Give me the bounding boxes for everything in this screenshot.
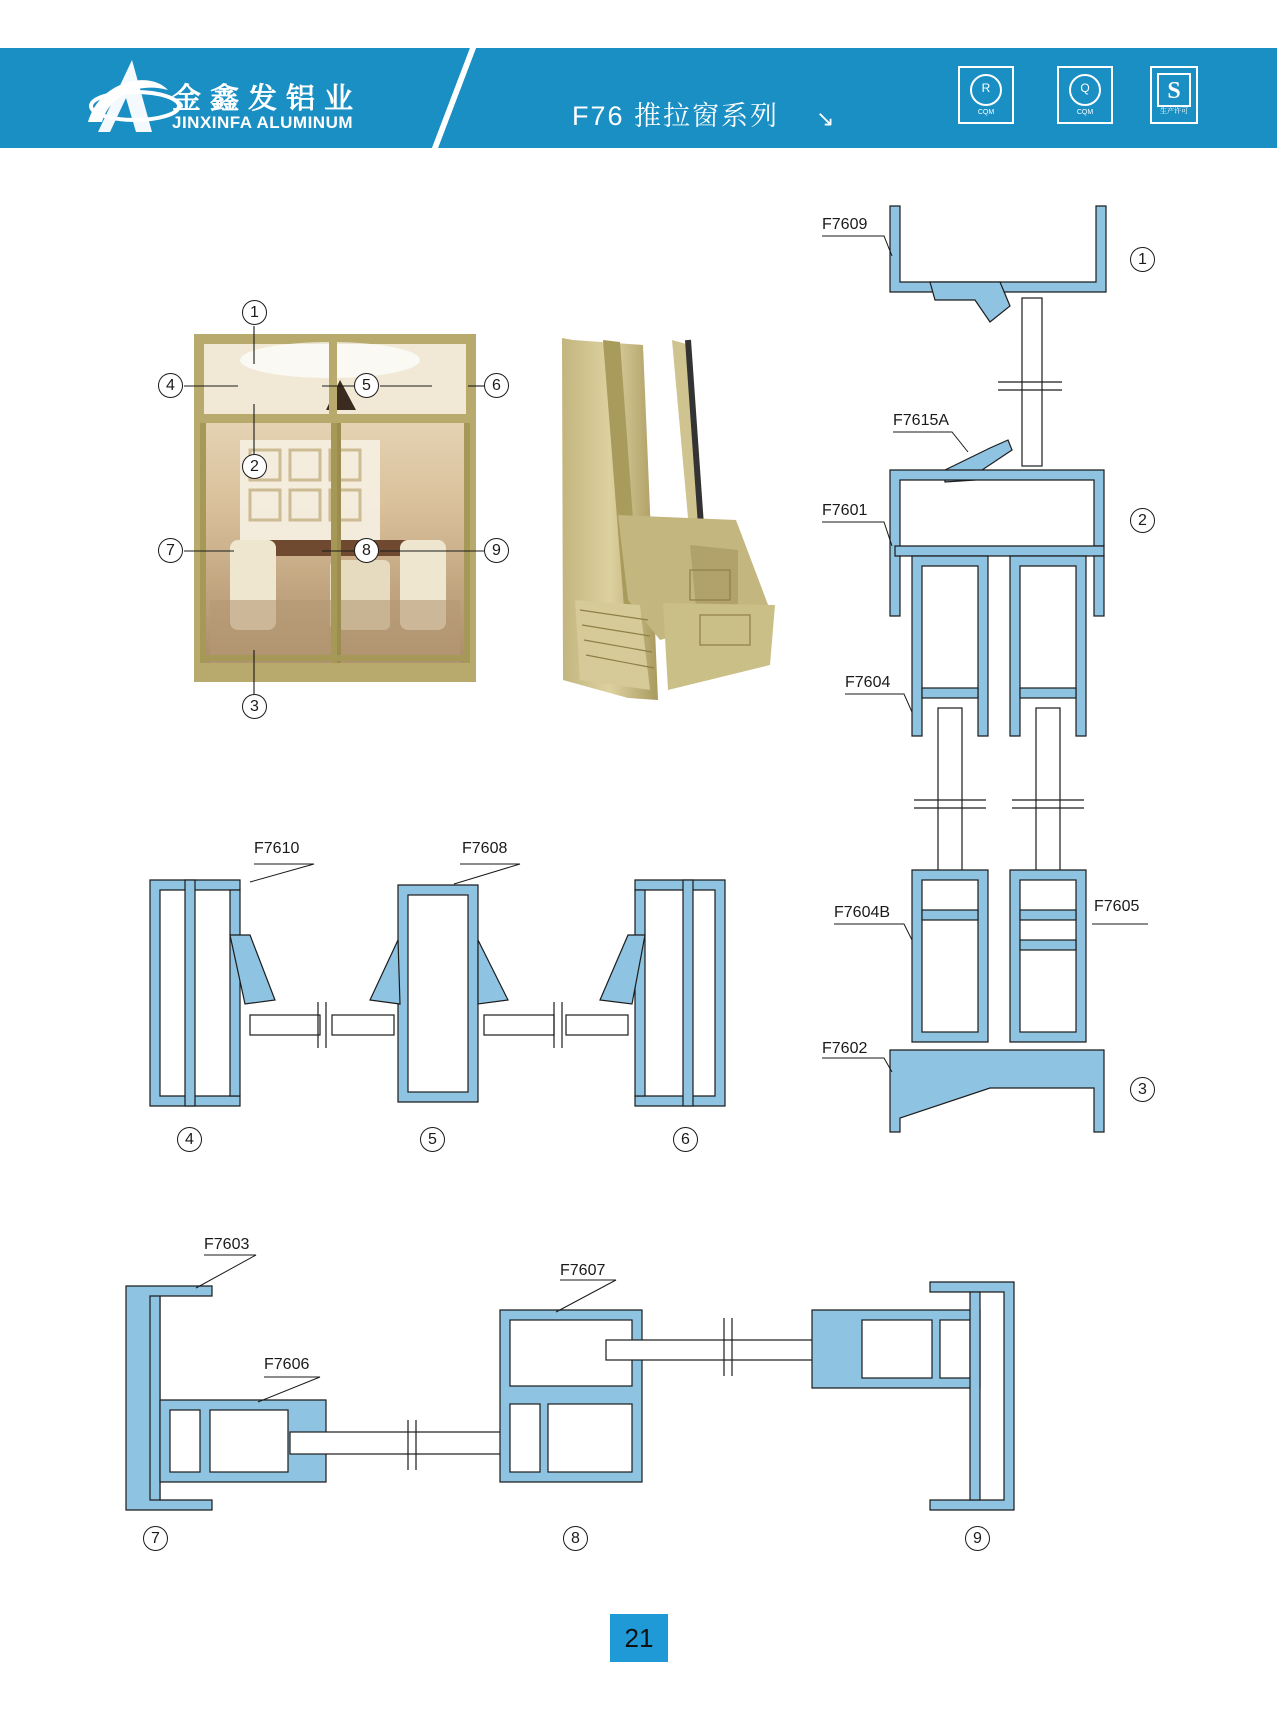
- photo-callout-2: 2: [242, 454, 267, 479]
- page-number: 21: [610, 1614, 668, 1662]
- section-callout-9: 9: [965, 1526, 990, 1551]
- cqm-q-cert-icon: Q CQM: [1057, 66, 1113, 124]
- section-callout-1: 1: [1130, 247, 1155, 272]
- photo-callout-4: 4: [158, 373, 183, 398]
- section-callout-4: 4: [177, 1127, 202, 1152]
- label-f7604b: F7604B: [834, 904, 891, 921]
- label-f7609: F7609: [822, 216, 868, 233]
- section-callout-3: 3: [1130, 1077, 1155, 1102]
- label-f7605: F7605: [1094, 898, 1140, 915]
- brand-name-cn: 金鑫发铝业: [172, 83, 363, 115]
- brand-name-en: JINXINFA ALUMINUM: [172, 113, 354, 132]
- horizontal-section-bottom: [126, 1282, 1014, 1510]
- label-f7602: F7602: [822, 1040, 868, 1057]
- photo-callout-7: 7: [158, 538, 183, 563]
- series-title: F76 推拉窗系列: [572, 101, 780, 131]
- cqm-r-cert-icon: R CQM: [958, 66, 1014, 124]
- section-callout-5: 5: [420, 1127, 445, 1152]
- label-f7610: F7610: [254, 840, 300, 857]
- vertical-section-drawing: [890, 206, 1106, 1132]
- label-f7603: F7603: [204, 1236, 250, 1253]
- photo-callout-3: 3: [242, 694, 267, 719]
- photo-callout-6: 6: [484, 373, 509, 398]
- profile-3d-render: [562, 338, 775, 700]
- label-f7608: F7608: [462, 840, 508, 857]
- label-f7615a: F7615A: [893, 412, 950, 429]
- label-f7606: F7606: [264, 1356, 310, 1373]
- photo-callout-9: 9: [484, 538, 509, 563]
- photo-callout-1: 1: [242, 300, 267, 325]
- section-callout-2: 2: [1130, 508, 1155, 533]
- arrow-icon: ↘: [816, 106, 835, 131]
- svg-text:S: S: [1167, 78, 1181, 104]
- qs-cert-icon: S 生产许可: [1150, 66, 1198, 124]
- section-callout-7: 7: [143, 1526, 168, 1551]
- svg-text:R: R: [981, 81, 991, 95]
- section-callout-8: 8: [563, 1526, 588, 1551]
- label-f7607: F7607: [560, 1262, 606, 1279]
- label-f7601: F7601: [822, 502, 868, 519]
- section-callout-6: 6: [673, 1127, 698, 1152]
- label-f7604: F7604: [845, 674, 891, 691]
- horizontal-section-top: [150, 880, 725, 1106]
- photo-callout-5: 5: [354, 373, 379, 398]
- svg-text:Q: Q: [1080, 81, 1090, 95]
- photo-callout-8: 8: [354, 538, 379, 563]
